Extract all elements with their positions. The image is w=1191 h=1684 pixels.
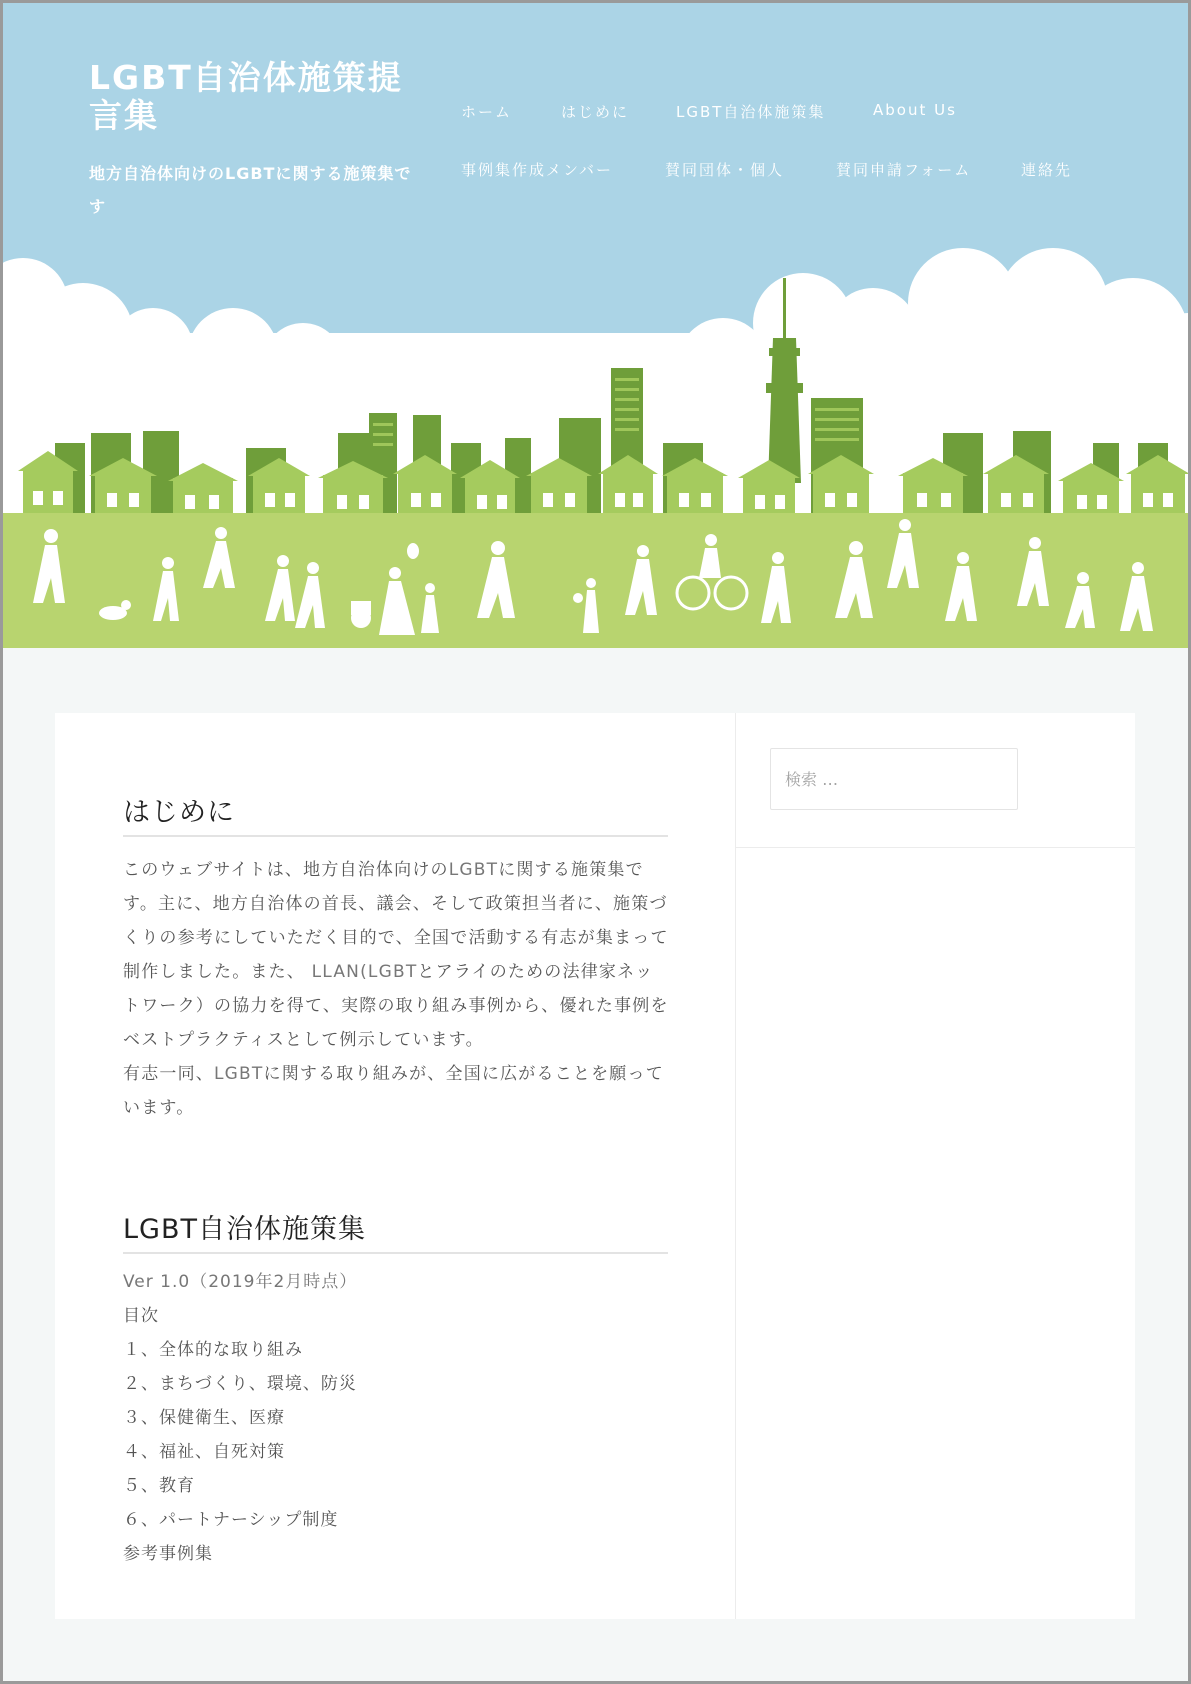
- toc-item-2[interactable]: ２、まちづくり、環境、防災: [123, 1374, 357, 1394]
- intro-text-2: に関する施策集です。主に、地方自治体の首長、議会、そして政策担当者に、施策づくりの参考にしていただく目的で、全国で活動する有志が集まって制作しました。また、: [123, 860, 669, 982]
- toc-reference[interactable]: 参考事例集: [123, 1544, 213, 1564]
- toc-item-1[interactable]: １、全体的な取り組み: [123, 1340, 303, 1360]
- intro-text-3: とアライのための法律家ネットワーク）の協力を得て、実際の取り組み事例から、優れた事例をベストプラクティスとして例示しています。: [123, 962, 669, 1050]
- site-header: [3, 3, 1188, 648]
- intro-paragraph: [123, 853, 671, 1125]
- toc-item-3[interactable]: ３、保健衛生、医療: [123, 1408, 285, 1428]
- search-widget: [736, 713, 1135, 848]
- main-column: [55, 713, 736, 1619]
- toc-item-5[interactable]: ５、教育: [123, 1476, 195, 1496]
- nav-item-contact[interactable]: 連絡先: [1021, 161, 1073, 179]
- nav-item-members[interactable]: 事例集作成メンバー: [461, 161, 613, 179]
- intro-text-4: 有志一同、: [123, 1064, 214, 1084]
- nav-item-about-us[interactable]: About Us: [873, 101, 957, 119]
- toc-label: 目次: [123, 1306, 159, 1326]
- version-text: Ver 1.0（2019年2月時点）: [123, 1272, 358, 1292]
- llan-link[interactable]: LLAN(LGBT: [311, 962, 418, 982]
- policies-heading: LGBT自治体施策集: [123, 1207, 668, 1254]
- site-title[interactable]: LGBT自治体施策提言集: [89, 58, 403, 135]
- content-card: [55, 713, 1135, 1619]
- lgbt-link[interactable]: LGBT: [448, 860, 499, 880]
- toc-item-6[interactable]: ６、パートナーシップ制度: [123, 1510, 339, 1530]
- intro-text-5: に関する取り組みが、全国に広がることを願っています。: [123, 1064, 664, 1118]
- nav-item-policies[interactable]: LGBT自治体施策集: [676, 103, 826, 121]
- site-description: 地方自治体向けのLGBTに関する施策集です: [89, 164, 412, 216]
- nav-item-support-form[interactable]: 賛同申請フォーム: [836, 161, 972, 179]
- intro-text-1: このウェブサイトは、地方自治体向けの: [123, 860, 449, 880]
- nav-item-introduction[interactable]: はじめに: [561, 103, 630, 121]
- lgbt-link-2[interactable]: LGBT: [214, 1064, 264, 1084]
- page-frame: [3, 3, 1188, 1681]
- sidebar: [736, 713, 1135, 1619]
- nav-item-home[interactable]: ホーム: [461, 103, 513, 121]
- search-input[interactable]: [770, 748, 1018, 810]
- nav-item-supporters[interactable]: 賛同団体・個人: [665, 161, 785, 179]
- policies-toc: [123, 1265, 671, 1571]
- intro-heading: はじめに: [123, 790, 668, 837]
- toc-item-4[interactable]: ４、福祉、自死対策: [123, 1442, 285, 1462]
